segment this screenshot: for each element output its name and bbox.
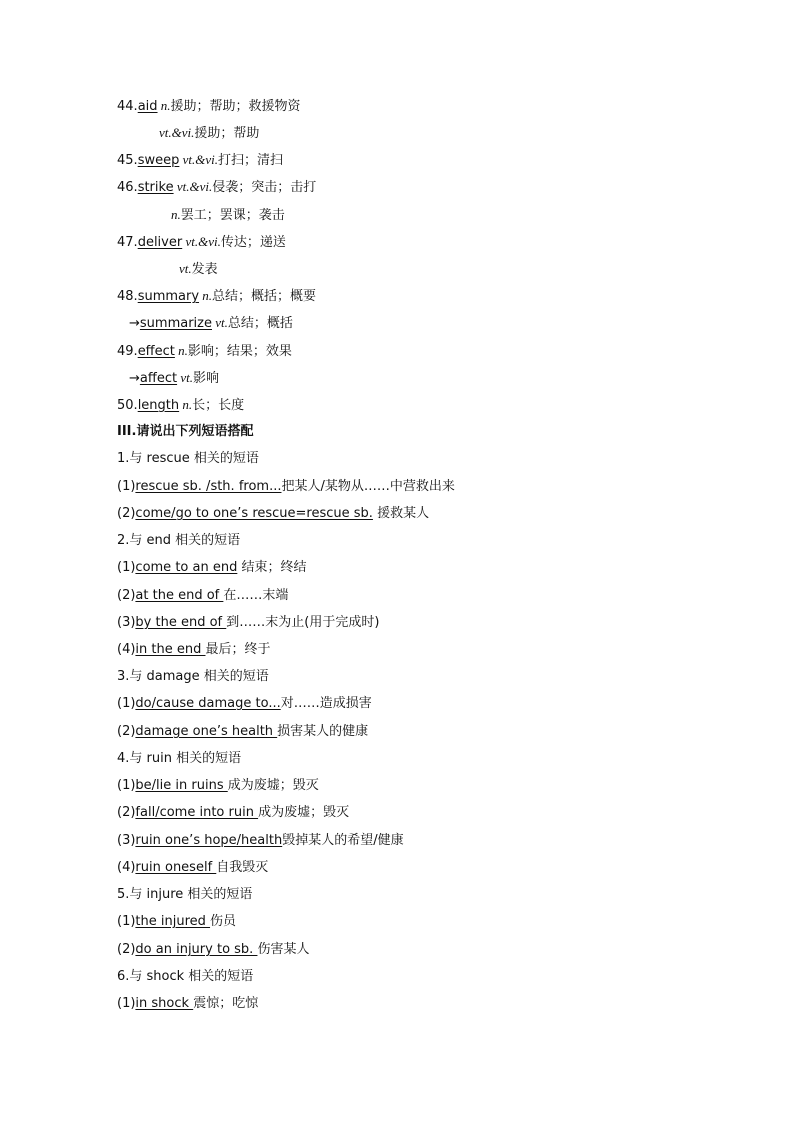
- item-number: (1): [117, 996, 136, 1011]
- entry-meaning: 总结；概括: [227, 316, 293, 331]
- group-heading: 2.与 end 相关的短语: [117, 533, 241, 548]
- phrase-meaning: 援救某人: [372, 506, 430, 521]
- phrase-text: ruin oneself: [135, 860, 217, 875]
- phrase-text: rescue sb. /sth. from...: [135, 479, 282, 494]
- part-of-speech: vt.&vi.: [179, 152, 218, 167]
- section-title: III.请说出下列短语搭配: [117, 424, 254, 439]
- vocab-entry-49: [117, 341, 292, 361]
- group-heading: 3.与 damage 相关的短语: [117, 669, 269, 684]
- phrase-text: come/go to one’s rescue=rescue sb.: [135, 506, 373, 521]
- item-number: (3): [117, 615, 136, 630]
- item-number: (1): [117, 914, 136, 929]
- phrase-item: [117, 558, 306, 578]
- part-of-speech: n.: [199, 288, 213, 303]
- entry-word: strike: [137, 180, 174, 195]
- entry-number: 48.: [117, 289, 138, 304]
- phrase-item: [117, 504, 429, 524]
- arrow-icon: →: [129, 316, 140, 331]
- item-number: (1): [117, 479, 136, 494]
- phrase-text: fall/come into ruin: [135, 805, 259, 820]
- phrase-item: [117, 776, 319, 796]
- phrase-item: [117, 912, 236, 932]
- vocab-entry-50: [117, 395, 244, 415]
- phrase-item: [117, 586, 288, 606]
- vocab-entry-46-sub: [171, 205, 285, 225]
- part-of-speech: n.: [157, 98, 171, 113]
- entry-meaning: 传达；递送: [220, 235, 286, 250]
- item-number: (1): [117, 778, 136, 793]
- part-of-speech: vt.&vi.: [182, 234, 221, 249]
- item-number: (2): [117, 805, 136, 820]
- item-number: (4): [117, 642, 136, 657]
- entry-meaning: 影响: [192, 371, 219, 386]
- group-heading: 6.与 shock 相关的短语: [117, 969, 254, 984]
- item-number: (4): [117, 860, 136, 875]
- phrase-text: at the end of: [135, 588, 224, 603]
- entry-word: effect: [137, 344, 175, 359]
- phrase-text: be/lie in ruins: [135, 778, 228, 793]
- entry-word: length: [137, 398, 180, 413]
- entry-meaning: 总结；概括；概要: [212, 289, 317, 304]
- part-of-speech: vt.&vi.: [159, 125, 195, 140]
- vocab-entry-44: [117, 96, 301, 116]
- phrase-item: [117, 694, 372, 714]
- part-of-speech: vt.: [179, 261, 192, 276]
- phrase-item: [117, 940, 309, 960]
- item-number: (1): [117, 696, 136, 711]
- group-heading: 5.与 injure 相关的短语: [117, 887, 253, 902]
- part-of-speech: n.: [179, 397, 193, 412]
- vocab-entry-48-derived: [129, 313, 293, 333]
- item-number: (2): [117, 724, 136, 739]
- part-of-speech: vt.&vi.: [173, 179, 213, 194]
- entry-number: 50.: [117, 398, 138, 413]
- vocab-entry-46: [117, 177, 316, 197]
- entry-word: sweep: [137, 153, 180, 168]
- item-number: (2): [117, 506, 136, 521]
- vocab-entry-45: [117, 150, 283, 170]
- phrase-item: [117, 640, 271, 660]
- group-heading: 1.与 rescue 相关的短语: [117, 451, 259, 466]
- arrow-icon: →: [129, 371, 140, 386]
- entry-meaning: 发表: [191, 262, 218, 277]
- item-number: (3): [117, 833, 136, 848]
- phrase-meaning: 结束；终结: [237, 560, 307, 575]
- entry-meaning: 打扫；清扫: [217, 153, 283, 168]
- phrase-meaning: 到……末为止(用于完成时): [226, 615, 380, 630]
- item-number: (2): [117, 942, 136, 957]
- part-of-speech: n.: [174, 343, 188, 358]
- phrase-meaning: 震惊；吃惊: [193, 996, 259, 1011]
- phrase-text: in shock: [135, 996, 194, 1011]
- entry-meaning: 影响；结果；效果: [187, 344, 292, 359]
- item-number: (2): [117, 588, 136, 603]
- group-heading: 4.与 ruin 相关的短语: [117, 751, 242, 766]
- phrase-meaning: 对……造成损害: [280, 696, 372, 711]
- phrase-item: [117, 831, 404, 851]
- phrase-meaning: 最后；终于: [205, 642, 271, 657]
- entry-meaning: 长；长度: [192, 398, 245, 413]
- part-of-speech: vt.: [212, 315, 228, 330]
- phrase-item: [117, 803, 349, 823]
- part-of-speech: n.: [171, 207, 181, 222]
- entry-meaning: 援助；帮助: [194, 126, 260, 141]
- item-number: (1): [117, 560, 136, 575]
- phrase-text: the injured: [135, 914, 211, 929]
- phrase-text: ruin one’s hope/health: [135, 833, 283, 848]
- phrase-text: come to an end: [135, 560, 238, 575]
- vocab-entry-48: [117, 286, 316, 306]
- phrase-item: [117, 994, 258, 1014]
- phrase-item: [117, 613, 379, 633]
- part-of-speech: vt.: [177, 370, 193, 385]
- phrase-item: [117, 858, 268, 878]
- vocab-entry-49-derived: [129, 368, 219, 388]
- phrase-meaning: 成为废墟；毁灭: [227, 778, 319, 793]
- phrase-text: damage one’s health: [135, 724, 278, 739]
- entry-number: 47.: [117, 235, 138, 250]
- phrase-meaning: 成为废墟；毁灭: [258, 805, 350, 820]
- phrase-meaning: 自我毁灭: [216, 860, 269, 875]
- entry-word: aid: [137, 99, 158, 114]
- phrase-meaning: 把某人/某物从……中营救出来: [281, 479, 455, 494]
- entry-word: summarize: [139, 316, 212, 331]
- phrase-text: by the end of: [135, 615, 227, 630]
- entry-number: 49.: [117, 344, 138, 359]
- phrase-text: do/cause damage to...: [135, 696, 281, 711]
- entry-word: affect: [139, 371, 178, 386]
- phrase-meaning: 在……末端: [223, 588, 289, 603]
- entry-word: deliver: [137, 235, 183, 250]
- phrase-meaning: 伤员: [210, 914, 237, 929]
- entry-number: 46.: [117, 180, 138, 195]
- entry-number: 45.: [117, 153, 138, 168]
- vocab-entry-47-sub: [179, 259, 218, 279]
- phrase-item: [117, 477, 455, 497]
- phrase-text: do an injury to sb.: [135, 942, 258, 957]
- phrase-meaning: 毁掉某人的希望/健康: [282, 833, 404, 848]
- vocab-entry-47: [117, 232, 286, 252]
- entry-number: 44.: [117, 99, 138, 114]
- entry-word: summary: [137, 289, 200, 304]
- phrase-text: in the end: [135, 642, 206, 657]
- entry-meaning: 侵袭；突击；击打: [212, 180, 317, 195]
- phrase-meaning: 伤害某人: [257, 942, 310, 957]
- phrase-meaning: 损害某人的健康: [277, 724, 369, 739]
- phrase-item: [117, 722, 368, 742]
- vocab-entry-44-sub: [159, 123, 259, 143]
- entry-meaning: 援助；帮助；救援物资: [170, 99, 301, 114]
- entry-meaning: 罢工；罢课；袭击: [180, 208, 285, 223]
